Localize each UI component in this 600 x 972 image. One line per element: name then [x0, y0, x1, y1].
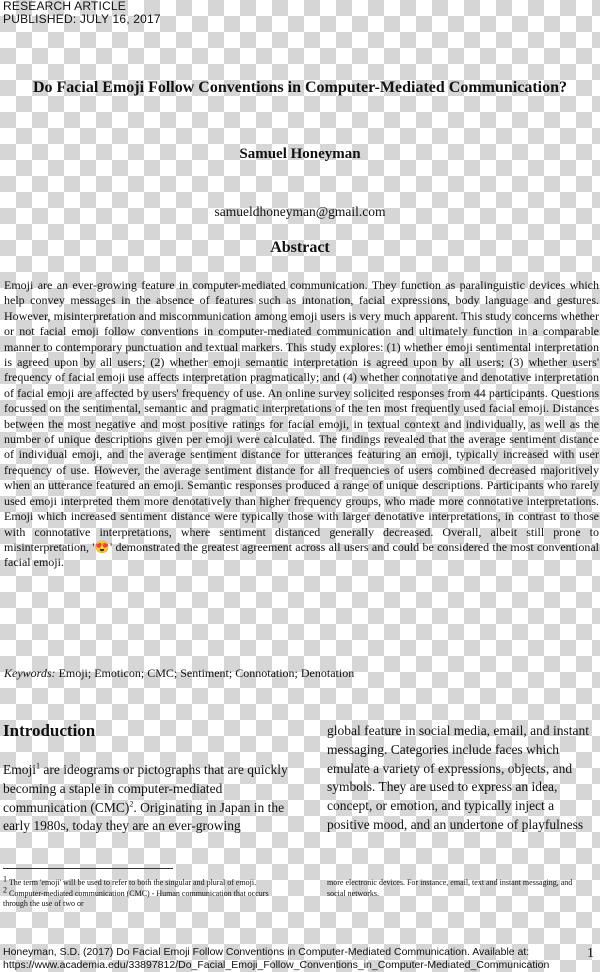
abstract-heading: Abstract [270, 239, 330, 256]
paper-title: Do Facial Emoji Follow Conventions in Computer-Mediated Communication? [32, 79, 568, 96]
footnote-divider [3, 868, 173, 869]
heart-eyes-emoji-icon: 😍 [94, 539, 111, 554]
introduction-heading: Introduction [3, 721, 96, 740]
intro-text: . Originating in Japan in the early 1980s, today they are an ever-growing [3, 799, 285, 834]
intro-text: are ideograms or pictographs that are quickly becoming a staple in computer-mediated communication (CMC) [3, 762, 288, 815]
citation-footer: Honeyman, S.D. (2017) Do Facial Emoji Follow Conventions in Computer-Mediated Communication. Available at: https://www.academia.edu/33897812/Do_Facial_Emoji_Follow_Conventions_in_Computer-Mediated_Communication [3, 946, 550, 971]
footnote-ref-1: 1 [36, 761, 40, 771]
keywords-values: Emoji; Emoticon; CMC; Sentiment; Connotation; Denotation [58, 666, 355, 680]
footnote-ref-2: 2 [129, 799, 134, 809]
footnotes-left [3, 874, 288, 910]
abstract-text: Emoji are an ever-growing feature in computer-mediated communication. They function as paralinguistic devices which help convey messages in the absence of features such as intonation, facial expressions, body language and gestures. However, misinterpretation and miscommunication among emoji users is very much apparent. This study concerns whether or not facial emoji follow conventions in computer-mediated communication and ultimately function in a comparable manner to contemporary punctuation and textual markers. This study explores: (1) whether emoji sentimental interpretation is agreed upon by all users; (2) whether emoji semantic interpretation is agreed upon by all users; (3) whether users' frequency of facial emoji use affects interpretation pragmatically; and (4) whether connotative and denotative interpretation of facial emoji are affected by users' frequency of use. An online survey solicited responses from 44 participants. Questions focussed on the sentimental, semantic and pragmatic interpretations of the ten most frequently used facial emoji. Distances between the most negative and most positive ratings for facial emoji, in textual context and individually, as well as the number of unique descriptions given per emoji were calculated. The findings revealed that the average sentiment distance of individual emoji, and the average sentiment distance for utterances featuring an emoji, typically increased with user frequency of use. However, the average sentiment distance for all frequencies of users combined decreased majoritively when an utterance featured an emoji. Semantic responses produced a range of unique descriptions. Participants who rarely used emoji interpreted them more denotatively than higher frequency groups, who made more connotative interpretations. Emoji which increased sentiment distance were typically those with larger denotative interpretations, in contrast to those with connotative interpretations, where sentiment distanced generally decreased. Overall, albeit still prone to misinterpretation, ' [4, 278, 599, 554]
footnotes-right: more electronic devices. For instance, email, text and instant messaging, and social networks. [327, 878, 573, 898]
article-type: RESEARCH ARTICLE [3, 0, 127, 13]
publish-date: PUBLISHED: JULY 16, 2017 [3, 12, 161, 26]
article-header [3, 0, 161, 26]
abstract-body [4, 278, 599, 571]
page-number: 1 [587, 946, 594, 961]
author-name: Samuel Honeyman [239, 146, 361, 162]
keywords-line [4, 666, 594, 681]
author-email: samueldhoneyman@gmail.com [214, 204, 386, 219]
abstract-text-end: ' demonstrated the greatest agreement across all users and could be considered the most conventional facial emoji. [4, 539, 599, 570]
keywords-label: Keywords: [4, 666, 56, 680]
footnote-2: $^2$ Computer-mediated communication (CMC) - Human communication that occurs through the use of two or [3, 884, 269, 908]
introduction-right-column: global feature in social media, email, and instant messaging. Categories include faces which emulate a variety of expressions, objects, and symbols. They are used to express an idea, concept, or emotion, and typically inject a positive mood, and an undertone of playfulness [327, 723, 590, 832]
introduction-left-column [3, 761, 288, 836]
footnote-1: $^1$ The term 'emoji' will be used to refer to both the singular and plural of emoji. [3, 874, 257, 887]
intro-text: Emoji [3, 762, 36, 777]
